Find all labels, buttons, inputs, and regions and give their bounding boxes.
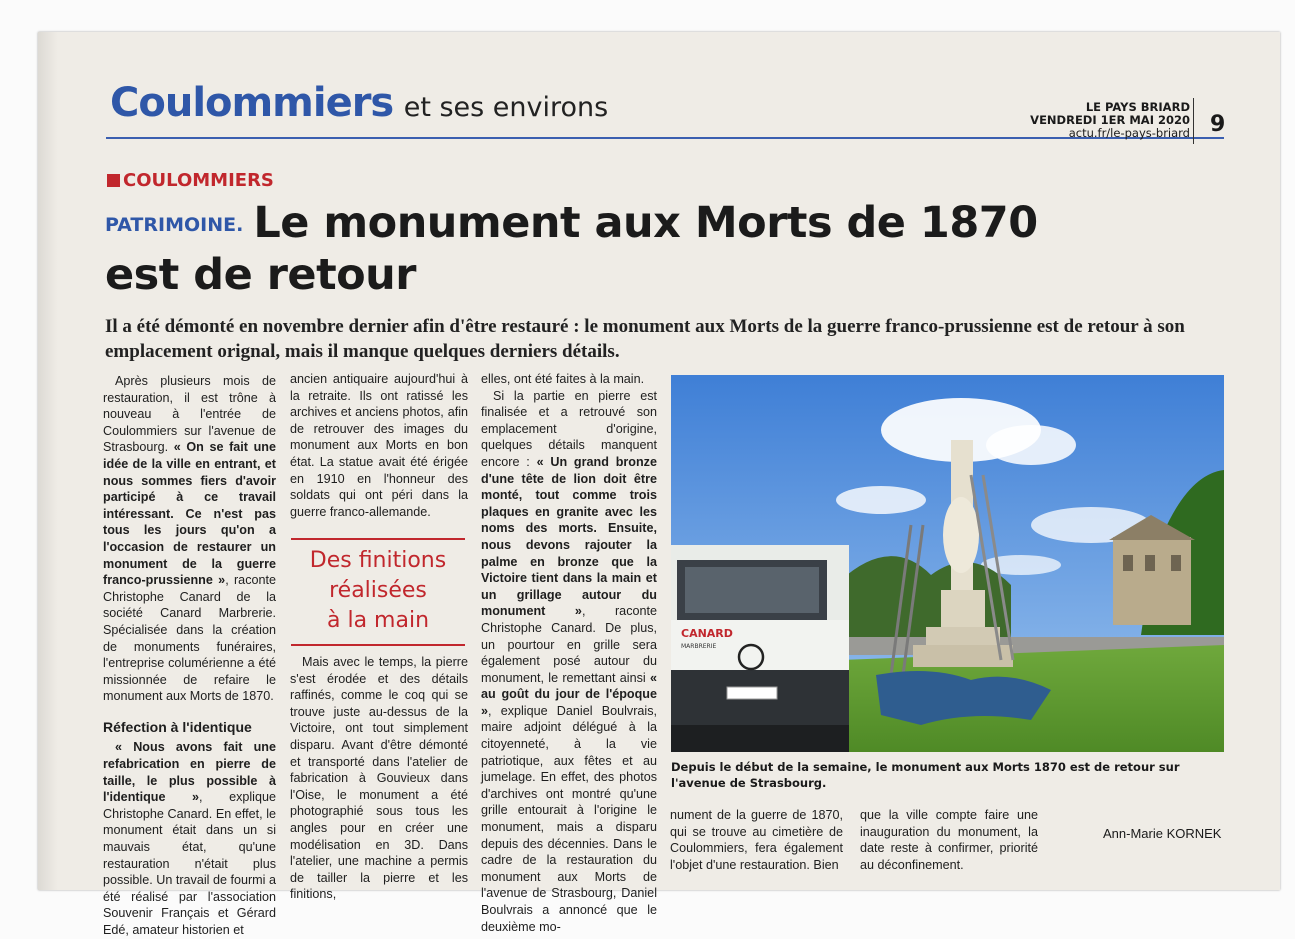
truck-sub-label: MARBRERIE bbox=[681, 643, 717, 650]
paragraph: nument de la guerre de 1870, qui se trouve au cimetière de Coulommiers, fera également l'objet d'une restauration. Bien bbox=[670, 808, 843, 872]
monument-photo-illustration bbox=[671, 375, 1224, 752]
paragraph: Mais avec le temps, la pierre s'est érodée et des détails raffinés, comme le coq qui se trouve juste au-dessus de la Victoire, ont tout simplement disparu. Avant d'être démonté et transporté dans l'atelier de fabrication à Gouvieux dans l'Oise, le monument a été photographié sous tous les angles pour en créer une modélisation en 3D. Dans l'atelier, une machine a permis de tailler la pierre et les finitions, bbox=[290, 655, 468, 902]
paragraph: que la ville compte faire une inauguration du monument, la date reste à confirmer, priorité au déconfinement. bbox=[860, 808, 1038, 872]
article-column-1 bbox=[103, 373, 276, 939]
headline-line1: Le monument aux Morts de 1870 bbox=[253, 198, 1038, 248]
paragraph: elles, ont été faites à la main. bbox=[481, 372, 645, 386]
paragraph-text: , explique Daniel Boulvrais, maire adjoint délégué à la citoyenneté, à la vie patriotique, aux fêtes et au jumelage. En effet, des photos d'archives ont montré qu'une grille entourait à l'origine le monument, mais a disparu depuis des décennies. Dans le cadre de la restauration du monument aux Morts de l'avenue de Strasbourg, Daniel Boulvrais a annoncé que le deuxième mo- bbox=[481, 703, 657, 934]
pull-quote bbox=[291, 538, 465, 646]
page-number: 9 bbox=[1210, 112, 1226, 137]
section-title-sub: et ses environs bbox=[403, 92, 609, 123]
article-column-2b bbox=[290, 654, 468, 903]
masthead-divider bbox=[1193, 98, 1194, 144]
article-column-3 bbox=[481, 371, 657, 935]
publication-date: VENDREDI 1ER MAI 2020 bbox=[1030, 113, 1190, 127]
pull-quote-line: réalisées bbox=[329, 578, 427, 603]
truck-brand-label: CANARD bbox=[681, 627, 733, 640]
paragraph-text: Après plusieurs mois de restauration, il est trône à nouveau à l'entrée de Coulommiers sur l'avenue de Strasbourg. bbox=[103, 374, 276, 455]
headline-tag: PATRIMOINE. bbox=[105, 214, 244, 236]
paragraph-text: , raconte Christophe Canard. De plus, un pourtour en grille sera également posé autour du monument, le remettant ainsi bbox=[481, 604, 657, 685]
kicker-text: COULOMMIERS bbox=[123, 170, 274, 191]
paragraph bbox=[481, 388, 657, 936]
photo-caption: Depuis le début de la semaine, le monument aux Morts 1870 est de retour sur l'avenue de Strasbourg. bbox=[671, 760, 1180, 790]
section-title bbox=[110, 80, 608, 126]
pull-quote-line: à la main bbox=[326, 608, 430, 633]
quote-text: « au goût du jour de l'époque » bbox=[481, 670, 657, 718]
masthead bbox=[1030, 101, 1190, 140]
quote-text: « Nous avons fait une refabrication en pierre de taille, le plus possible à l'identique » bbox=[103, 740, 276, 805]
article-lead: Il a été démonté en novembre dernier afin d'être restauré : le monument aux Morts de la guerre franco-prussienne est de retour à son emplacement orignal, mais il manque quelques derniers détails. bbox=[105, 316, 1185, 362]
article-column-5 bbox=[860, 807, 1038, 873]
article-kicker bbox=[107, 170, 274, 191]
section-title-main: Coulommiers bbox=[110, 80, 394, 126]
paragraph bbox=[103, 373, 276, 705]
headline-line2: est de retour bbox=[105, 250, 416, 300]
article-author: Ann-Marie KORNEK bbox=[1103, 826, 1222, 841]
article-headline bbox=[105, 198, 1125, 300]
publication-website: actu.fr/le-pays-briard bbox=[1068, 126, 1190, 140]
article-photo bbox=[671, 375, 1224, 752]
subheading: Réfection à l'identique bbox=[103, 718, 252, 735]
article-column-4 bbox=[670, 807, 843, 873]
paragraph: ancien antiquaire aujourd'hui à la retraite. Ils ont ratissé les archives et anciens photos, afin de retrouver des images du monument aux Morts en bon état. La statue avait été érigée en 1910 en l'honneur des soldats qui ont péri dans la guerre franco-allemande. bbox=[290, 372, 468, 519]
quote-text: « On se fait une idée de la ville en entrant, et nous sommes fiers d'avoir participé à ce travail intéressant. Ce n'est pas tous les jours qu'on a l'occasion de restaurer un monument de la guerre franco-prussienne » bbox=[103, 440, 276, 588]
pull-quote-line: Des finitions bbox=[309, 548, 447, 573]
kicker-square-icon bbox=[107, 174, 120, 187]
paragraph-text: Si la partie en pierre est finalisée et a retrouvé son emplacement d'origine, quelques détails manquent encore : bbox=[481, 388, 657, 469]
article-column-2 bbox=[290, 371, 468, 520]
quote-text: « Un grand bronze d'une tête de lion doit être monté, tout comme trois plaques en granite avec les noms des morts. Ensuite, nous devons rajouter la palme en bronze que la Victoire tient dans la main et un grillage autour du monument » bbox=[481, 454, 657, 619]
publication-name: LE PAYS BRIARD bbox=[1085, 100, 1190, 114]
paragraph-text: , explique Christophe Canard. En effet, le monument était dans un si mauvais état, qu'une restauration n'était plus possible. Un travail de fourmi a été réalisé par l'association Souvenir Français et Gérard Edé, amateur historien et bbox=[103, 790, 276, 937]
paragraph-text: , raconte Christophe Canard de la société Canard Marbrerie. Spécialisée dans la création de monuments funéraires, l'entreprise columérienne a été missionnée de refaire le monument aux Morts de 1870. bbox=[103, 573, 276, 704]
